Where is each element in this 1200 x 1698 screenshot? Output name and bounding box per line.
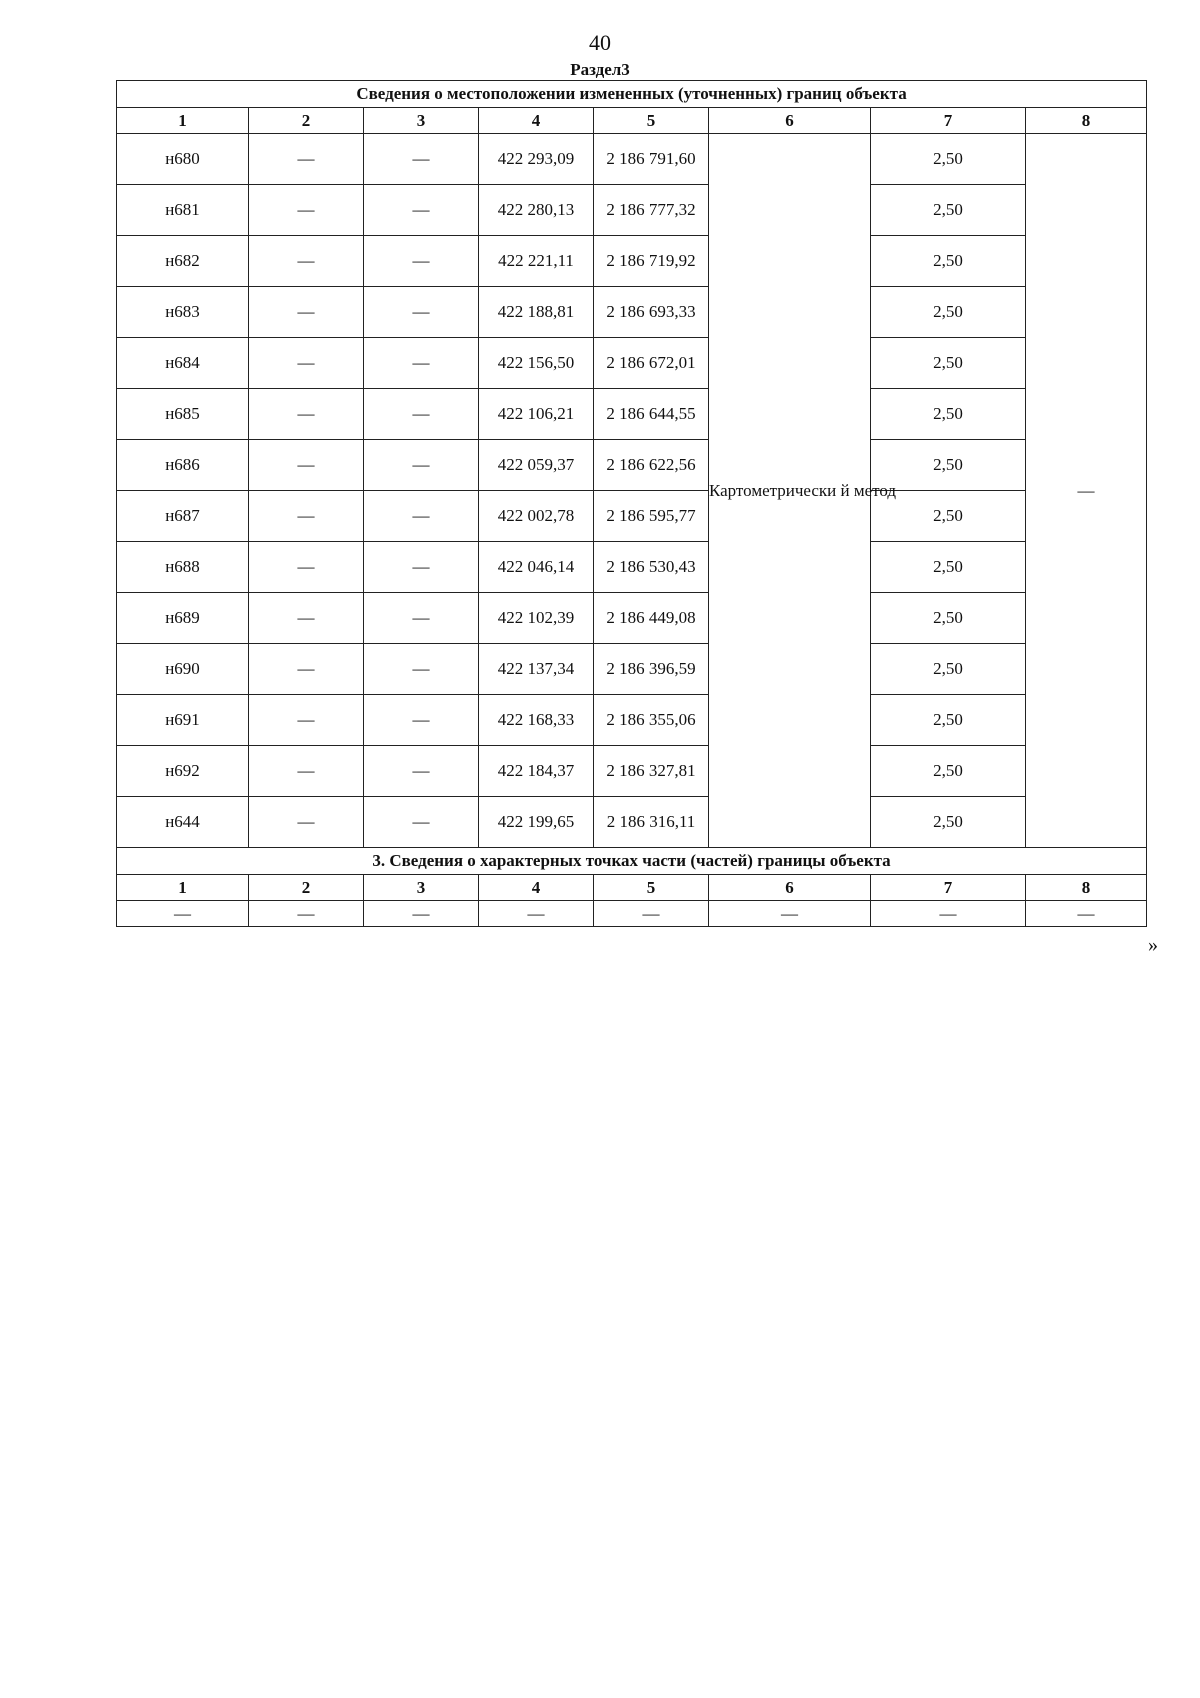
coord-y: 2 186 327,81 bbox=[594, 746, 709, 797]
point-name: н685 bbox=[117, 389, 249, 440]
boundary-coordinates-table bbox=[116, 80, 1147, 927]
cell-col3: — bbox=[364, 491, 479, 542]
column-number: 4 bbox=[479, 875, 594, 901]
coord-x: 422 293,09 bbox=[479, 134, 594, 185]
coord-x: 422 059,37 bbox=[479, 440, 594, 491]
coord-x: 422 280,13 bbox=[479, 185, 594, 236]
column-number: 4 bbox=[479, 108, 594, 134]
cell-col2: — bbox=[249, 593, 364, 644]
table-row bbox=[117, 134, 1147, 185]
empty-cell: — bbox=[479, 901, 594, 927]
cell-col3: — bbox=[364, 287, 479, 338]
cell-col2: — bbox=[249, 746, 364, 797]
empty-cell: — bbox=[117, 901, 249, 927]
table-row bbox=[117, 695, 1147, 746]
precision-value: 2,50 bbox=[871, 134, 1026, 185]
coord-x: 422 137,34 bbox=[479, 644, 594, 695]
cell-col2: — bbox=[249, 644, 364, 695]
coord-x: 422 002,78 bbox=[479, 491, 594, 542]
coord-y: 2 186 396,59 bbox=[594, 644, 709, 695]
cell-col3: — bbox=[364, 542, 479, 593]
point-name: н644 bbox=[117, 797, 249, 848]
table1-title-row bbox=[117, 81, 1147, 108]
empty-cell: — bbox=[249, 901, 364, 927]
closing-quote: » bbox=[1148, 934, 1158, 956]
precision-value: 2,50 bbox=[871, 389, 1026, 440]
coord-y: 2 186 316,11 bbox=[594, 797, 709, 848]
column-number: 7 bbox=[871, 108, 1026, 134]
table-row bbox=[117, 440, 1147, 491]
precision-value: 2,50 bbox=[871, 236, 1026, 287]
coord-y: 2 186 719,92 bbox=[594, 236, 709, 287]
point-name: н681 bbox=[117, 185, 249, 236]
point-name: н686 bbox=[117, 440, 249, 491]
point-name: н690 bbox=[117, 644, 249, 695]
cell-col3: — bbox=[364, 797, 479, 848]
cell-col2: — bbox=[249, 236, 364, 287]
coord-y: 2 186 644,55 bbox=[594, 389, 709, 440]
column-number: 7 bbox=[871, 875, 1026, 901]
column-number: 6 bbox=[709, 108, 871, 134]
coord-y: 2 186 693,33 bbox=[594, 287, 709, 338]
coord-x: 422 106,21 bbox=[479, 389, 594, 440]
table-row bbox=[117, 542, 1147, 593]
column-number: 3 bbox=[364, 875, 479, 901]
empty-cell: — bbox=[1026, 901, 1147, 927]
cell-col2: — bbox=[249, 695, 364, 746]
point-name: н683 bbox=[117, 287, 249, 338]
coord-y: 2 186 595,77 bbox=[594, 491, 709, 542]
precision-value: 2,50 bbox=[871, 440, 1026, 491]
table-row bbox=[117, 593, 1147, 644]
column-number: 1 bbox=[117, 108, 249, 134]
point-name: н688 bbox=[117, 542, 249, 593]
coord-y: 2 186 622,56 bbox=[594, 440, 709, 491]
column-number: 1 bbox=[117, 875, 249, 901]
precision-value: 2,50 bbox=[871, 287, 1026, 338]
cell-col2: — bbox=[249, 185, 364, 236]
table-body bbox=[117, 81, 1147, 927]
cell-col3: — bbox=[364, 134, 479, 185]
table-row bbox=[117, 287, 1147, 338]
cell-col2: — bbox=[249, 287, 364, 338]
coord-x: 422 184,37 bbox=[479, 746, 594, 797]
cell-col2: — bbox=[249, 389, 364, 440]
cell-col3: — bbox=[364, 746, 479, 797]
cell-col2: — bbox=[249, 440, 364, 491]
table-row bbox=[117, 236, 1147, 287]
coord-y: 2 186 791,60 bbox=[594, 134, 709, 185]
table1-title: Сведения о местоположении измененных (уточненных) границ объекта bbox=[117, 81, 1147, 108]
point-name: н682 bbox=[117, 236, 249, 287]
coord-x: 422 199,65 bbox=[479, 797, 594, 848]
table2-title-row bbox=[117, 848, 1147, 875]
coord-y: 2 186 449,08 bbox=[594, 593, 709, 644]
coord-x: 422 102,39 bbox=[479, 593, 594, 644]
cell-col2: — bbox=[249, 542, 364, 593]
coord-y: 2 186 355,06 bbox=[594, 695, 709, 746]
cell-col3: — bbox=[364, 644, 479, 695]
precision-value: 2,50 bbox=[871, 491, 1026, 542]
point-name: н684 bbox=[117, 338, 249, 389]
coord-x: 422 221,11 bbox=[479, 236, 594, 287]
table-row bbox=[117, 797, 1147, 848]
coord-x: 422 046,14 bbox=[479, 542, 594, 593]
cell-col3: — bbox=[364, 185, 479, 236]
precision-value: 2,50 bbox=[871, 746, 1026, 797]
method-cell: Картометрически й метод bbox=[709, 134, 871, 848]
precision-value: 2,50 bbox=[871, 542, 1026, 593]
cell-col2: — bbox=[249, 491, 364, 542]
column-number: 8 bbox=[1026, 875, 1147, 901]
coord-y: 2 186 672,01 bbox=[594, 338, 709, 389]
cell-col3: — bbox=[364, 236, 479, 287]
point-name: н680 bbox=[117, 134, 249, 185]
column-number: 5 bbox=[594, 875, 709, 901]
column-number: 5 bbox=[594, 108, 709, 134]
cell-col2: — bbox=[249, 797, 364, 848]
cell-col2: — bbox=[249, 134, 364, 185]
point-name: н692 bbox=[117, 746, 249, 797]
table2-column-numbers bbox=[117, 875, 1147, 901]
column-number: 8 bbox=[1026, 108, 1147, 134]
coord-x: 422 168,33 bbox=[479, 695, 594, 746]
precision-value: 2,50 bbox=[871, 593, 1026, 644]
table-row bbox=[117, 746, 1147, 797]
empty-cell: — bbox=[709, 901, 871, 927]
point-name: н689 bbox=[117, 593, 249, 644]
cell-col2: — bbox=[249, 338, 364, 389]
point-name: н691 bbox=[117, 695, 249, 746]
coord-x: 422 188,81 bbox=[479, 287, 594, 338]
column-number: 2 bbox=[249, 108, 364, 134]
cell-col3: — bbox=[364, 695, 479, 746]
description-cell: — bbox=[1026, 134, 1147, 848]
table-row bbox=[117, 491, 1147, 542]
precision-value: 2,50 bbox=[871, 338, 1026, 389]
coord-x: 422 156,50 bbox=[479, 338, 594, 389]
precision-value: 2,50 bbox=[871, 644, 1026, 695]
cell-col3: — bbox=[364, 338, 479, 389]
coord-y: 2 186 530,43 bbox=[594, 542, 709, 593]
coord-y: 2 186 777,32 bbox=[594, 185, 709, 236]
table-row bbox=[117, 338, 1147, 389]
page-number: 40 bbox=[589, 30, 611, 55]
column-number: 6 bbox=[709, 875, 871, 901]
precision-value: 2,50 bbox=[871, 797, 1026, 848]
precision-value: 2,50 bbox=[871, 695, 1026, 746]
empty-cell: — bbox=[594, 901, 709, 927]
cell-col3: — bbox=[364, 593, 479, 644]
cell-col3: — bbox=[364, 389, 479, 440]
column-number: 2 bbox=[249, 875, 364, 901]
empty-cell: — bbox=[364, 901, 479, 927]
precision-value: 2,50 bbox=[871, 185, 1026, 236]
table1-column-numbers bbox=[117, 108, 1147, 134]
cell-col3: — bbox=[364, 440, 479, 491]
table-row bbox=[117, 644, 1147, 695]
empty-cell: — bbox=[871, 901, 1026, 927]
table-row bbox=[117, 901, 1147, 927]
column-number: 3 bbox=[364, 108, 479, 134]
table-row bbox=[117, 185, 1147, 236]
section-title: Раздел3 bbox=[570, 60, 630, 79]
table2-title: 3. Сведения о характерных точках части (частей) границы объекта bbox=[117, 848, 1147, 875]
table-row bbox=[117, 389, 1147, 440]
point-name: н687 bbox=[117, 491, 249, 542]
